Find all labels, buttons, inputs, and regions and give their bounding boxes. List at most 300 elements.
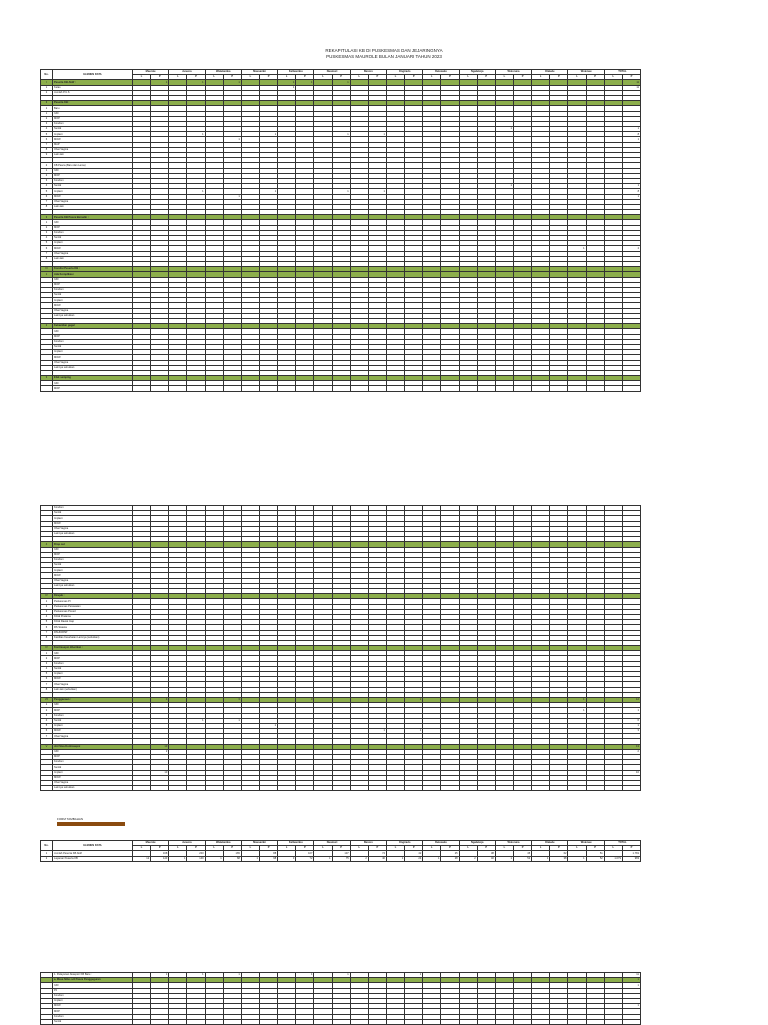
data-cell: 1 [260, 189, 278, 194]
col-l-header: L [314, 75, 332, 80]
row-label: Kondom [53, 993, 133, 998]
data-cell: 1 [278, 85, 296, 90]
row-number: 7 [41, 199, 53, 204]
recap-table-main [40, 69, 641, 392]
data-cell [205, 786, 223, 791]
row-label: Obat Vagina [53, 251, 133, 256]
row-label: Suntik [53, 666, 133, 671]
row-number: 1 [41, 85, 53, 90]
data-cell: 165 [223, 851, 241, 856]
data-cell [350, 786, 368, 791]
row-label: MOP [53, 1009, 133, 1014]
data-cell: 168 [151, 851, 169, 856]
row-label: Lain-lain [53, 204, 133, 209]
row-label: a. Masa Nifas s/d Pasca Pengguguran [53, 978, 133, 983]
data-cell [423, 386, 441, 391]
row-label: Implant [53, 723, 133, 728]
data-cell [278, 786, 296, 791]
row-label: Kehamilan gagal [53, 324, 133, 329]
data-cell: 1 [568, 697, 586, 702]
row-label: RS Swasta [53, 625, 133, 630]
data-cell [568, 386, 586, 391]
row-number: 8 [41, 147, 53, 152]
row-label: Pil [53, 988, 133, 993]
row-number: 1 [41, 168, 53, 173]
row-label: MOP [53, 116, 133, 121]
col-village-header: Ranoro [350, 841, 386, 846]
total-p-cell: 1 [622, 723, 640, 728]
data-cell: 149 [187, 856, 205, 861]
row-label: Implant [53, 132, 133, 137]
data-cell: 24 [405, 856, 423, 861]
col-p-header: P [151, 846, 169, 851]
row-number: 1 [41, 651, 53, 656]
data-cell: 1 [332, 973, 350, 978]
row-number: 5 [41, 241, 53, 246]
total-l-cell [604, 786, 622, 791]
col-l-header: L [568, 846, 586, 851]
col-village-header: Maurole [133, 841, 169, 846]
data-cell: 51 [586, 851, 604, 856]
data-cell: 1 [332, 80, 350, 85]
row-label: Lain-lain [53, 153, 133, 158]
total-p-cell: 3 [622, 729, 640, 734]
data-cell [332, 386, 350, 391]
col-l-header: L [133, 846, 151, 851]
data-cell: 1 [151, 80, 169, 85]
row-number: 7 [41, 682, 53, 687]
col-l-header: L [241, 75, 259, 80]
row-label: Suntik [53, 511, 133, 516]
data-cell: 4 [151, 697, 169, 702]
row-number: 5 [41, 189, 53, 194]
data-cell [586, 786, 604, 791]
row-label: Puskesmas Pl [53, 599, 133, 604]
col-l-header: L [459, 75, 477, 80]
row-number: 6 [41, 729, 53, 734]
data-cell: 1 [169, 856, 187, 861]
data-cell [459, 786, 477, 791]
col-p-header: P [586, 75, 604, 80]
table-row [41, 856, 641, 861]
col-p-header: P [586, 846, 604, 851]
data-cell [278, 386, 296, 391]
total-p-cell [622, 386, 640, 391]
row-label: Kondom [53, 121, 133, 126]
col-l-header: L [169, 846, 187, 851]
data-cell [368, 386, 386, 391]
col-p-header: P [441, 75, 459, 80]
col-l-header: L [495, 75, 513, 80]
data-cell: 1 [187, 132, 205, 137]
row-label: Klinik Pratama [53, 614, 133, 619]
total-p-cell: 1 [622, 1004, 640, 1009]
data-cell: 3 [296, 697, 314, 702]
col-l-header: L [205, 846, 223, 851]
row-label: KB Pasca (Baru dan Lama) [53, 163, 133, 168]
row-number: 7 [41, 251, 53, 256]
row-label: Kondom [53, 506, 133, 511]
col-p-header: P [514, 846, 532, 851]
data-cell [205, 386, 223, 391]
total-p-cell: 2 [622, 749, 640, 754]
col-l-header: L [241, 846, 259, 851]
data-cell: 1 [332, 132, 350, 137]
row-number: 1 [41, 599, 53, 604]
row-label: MOP [53, 755, 133, 760]
row-label: MOW [53, 355, 133, 360]
data-cell: 28 [441, 856, 459, 861]
col-village-header: TOTAL [604, 841, 640, 846]
row-label: Implant [53, 189, 133, 194]
row-number: 3 [41, 215, 53, 220]
total-p-cell: 1 [622, 184, 640, 189]
row-label: Implant [53, 770, 133, 775]
data-cell [169, 386, 187, 391]
data-cell: 74 [368, 851, 386, 856]
row-label: MOW [53, 246, 133, 251]
data-cell [568, 786, 586, 791]
data-cell: 1 [568, 708, 586, 713]
col-l-header: L [133, 75, 151, 80]
row-label: MOP [53, 173, 133, 178]
row-number: 1 [41, 703, 53, 708]
row-label: Peserta KB Pasca Bersalin : [53, 215, 133, 220]
row-label: MOP [53, 282, 133, 287]
total-p-cell: 8 [622, 189, 640, 194]
row-label: Implant [53, 350, 133, 355]
row-number: 6 [41, 194, 53, 199]
row-number: 1 [41, 220, 53, 225]
row-number: 9 [41, 153, 53, 158]
col-village-header: Detuwulu [423, 841, 459, 846]
col-p-header: P [441, 846, 459, 851]
data-cell: 10 [151, 770, 169, 775]
data-cell [386, 786, 404, 791]
col-l-header: L [532, 75, 550, 80]
recap-table-additional [40, 840, 641, 862]
data-cell [477, 386, 495, 391]
col-village-header: Nuamuri [314, 70, 350, 75]
data-cell [459, 386, 477, 391]
row-number: 8 [41, 687, 53, 692]
data-cell: 1 [296, 973, 314, 978]
col-p-header: P [477, 846, 495, 851]
row-label: Lainnya sebutkan [53, 786, 133, 791]
col-village-header: Ongirado [387, 70, 423, 75]
col-no-header: No. [41, 841, 53, 851]
data-cell: 25 [441, 851, 459, 856]
row-label: Obat Vagina [53, 734, 133, 739]
col-p-header: P [550, 846, 568, 851]
col-village-header: Ongirado [387, 841, 423, 846]
data-cell: 3 [223, 697, 241, 702]
col-p-header: P [260, 846, 278, 851]
row-number: I [41, 80, 53, 85]
data-cell [241, 786, 259, 791]
data-cell: 52 [586, 856, 604, 861]
total-p-cell: 11 [622, 973, 640, 978]
data-cell: 1 [495, 184, 513, 189]
row-label: Kondom [53, 230, 133, 235]
col-l-header: L [350, 75, 368, 80]
col-l-header: L [205, 75, 223, 80]
col-p-header: P [477, 75, 495, 80]
row-number: 2 [41, 324, 53, 329]
data-cell: 1 [368, 729, 386, 734]
row-label: MAP [53, 142, 133, 147]
col-village-header: Aewora [169, 70, 205, 75]
row-label: Pengganaan : [53, 697, 133, 702]
data-cell: 1 [187, 80, 205, 85]
table-row [41, 786, 641, 791]
data-cell: 1 [223, 137, 241, 142]
row-number [41, 386, 53, 391]
data-cell: 40 [477, 856, 495, 861]
data-cell [187, 786, 205, 791]
col-l-header: L [459, 846, 477, 851]
row-number: 3 [41, 661, 53, 666]
data-cell: 72 [296, 856, 314, 861]
row-number: 1 [41, 106, 53, 111]
row-label: RSUD/RSP [53, 630, 133, 635]
row-label: 1. Pelayanan Akseptor KB Baru : [53, 973, 133, 978]
row-label: Puskesmas Perawatan [53, 604, 133, 609]
row-label: IUD [53, 277, 133, 282]
table-row [41, 386, 641, 391]
col-village-header: Watukamba [205, 841, 241, 846]
col-p-header: P [296, 846, 314, 851]
data-cell [532, 386, 550, 391]
row-label: Lainnya sebutkan [53, 313, 133, 318]
row-number: 5 [41, 620, 53, 625]
row-label: Peserta KB : [53, 101, 133, 106]
col-village-header: Woloruna [495, 841, 531, 846]
row-label: MOP [53, 656, 133, 661]
total-p-cell: 1.781 [622, 851, 640, 856]
total-p-cell: 10 [622, 770, 640, 775]
row-label: MOW [53, 137, 133, 142]
data-cell [550, 786, 568, 791]
data-cell: 1 [368, 189, 386, 194]
data-cell [133, 386, 151, 391]
col-village-header: Mausambi [241, 841, 277, 846]
row-number: 7 [41, 734, 53, 739]
data-cell: 1 [223, 973, 241, 978]
col-element-header: ELEMEN DATA [53, 70, 133, 80]
col-p-header: P [514, 75, 532, 80]
row-label: MOP [53, 225, 133, 230]
row-label: MOW [53, 1004, 133, 1009]
col-p-header: P [332, 75, 350, 80]
row-label: MOW [53, 729, 133, 734]
data-cell [405, 386, 423, 391]
row-number: 4 [41, 666, 53, 671]
row-label: Baru [53, 106, 133, 111]
row-label: Jumlah P.U.S [53, 90, 133, 95]
col-l-header: L [495, 846, 513, 851]
data-cell [223, 786, 241, 791]
row-number: II [41, 101, 53, 106]
row-label: Kondom [53, 287, 133, 292]
data-cell [586, 386, 604, 391]
data-cell: 1 [495, 127, 513, 132]
col-p-header: P [405, 846, 423, 851]
total-p-cell: 2 [622, 246, 640, 251]
col-l-header: L [314, 846, 332, 851]
total-p-cell: 11 [622, 85, 640, 90]
row-number: 6 [41, 246, 53, 251]
row-number: 1 [41, 272, 53, 277]
row-label: MOP [53, 552, 133, 557]
row-label: IUD [53, 703, 133, 708]
row-label: MOP [53, 708, 133, 713]
row-number: 2 [41, 656, 53, 661]
row-number: 2 [41, 173, 53, 178]
data-cell: 38 [477, 851, 495, 856]
data-cell: 107 [296, 851, 314, 856]
row-number: 3 [41, 376, 53, 381]
row-label: IUD [53, 651, 133, 656]
row-label: Implant [53, 516, 133, 521]
row-label: Obat Vagina [53, 308, 133, 313]
row-label: Layanan Peserta KB [53, 856, 133, 861]
col-p-header: P [622, 846, 640, 851]
data-cell [495, 786, 513, 791]
data-cell [441, 386, 459, 391]
col-l-header: L [604, 846, 622, 851]
row-label: Lain-lain (sebutkan) [53, 687, 133, 692]
row-label: MOW [53, 775, 133, 780]
row-label: Obat Vagina [53, 578, 133, 583]
data-cell: 1 [151, 973, 169, 978]
data-cell: 1 [223, 194, 241, 199]
row-number: 4 [41, 127, 53, 132]
row-label: MOW [53, 521, 133, 526]
row-number: 3 [41, 230, 53, 235]
row-number: 2 [41, 163, 53, 168]
col-element-header: ELEMEN DATA [53, 841, 133, 851]
data-cell: 68 [223, 856, 241, 861]
row-label: IUD [53, 547, 133, 552]
row-label: Kelas [53, 85, 133, 90]
data-cell [332, 786, 350, 791]
recap-table-services [40, 972, 641, 1025]
data-cell: 1 [187, 973, 205, 978]
col-village-header: Nuamuri [314, 841, 350, 846]
total-p-cell: 1 [622, 983, 640, 988]
data-cell [405, 786, 423, 791]
col-p-header: P [405, 75, 423, 80]
row-number: 5 [41, 132, 53, 137]
row-number: 4 [41, 184, 53, 189]
data-cell: 1 [223, 80, 241, 85]
data-cell: 12 [133, 856, 151, 861]
data-cell: 1 [568, 246, 586, 251]
row-label: Suntik [53, 765, 133, 770]
total-p-cell: 11 [622, 80, 640, 85]
col-village-header: Keliwumbu [278, 70, 314, 75]
col-village-header: TOTAL [604, 70, 640, 75]
data-cell [296, 386, 314, 391]
col-village-header: Watukamba [205, 70, 241, 75]
row-label: Suntik [53, 127, 133, 132]
row-label: Obat Vagina [53, 360, 133, 365]
row-label: Kontrasepsi diberikan : [53, 646, 133, 651]
col-l-header: L [423, 75, 441, 80]
row-label: IUD [53, 220, 133, 225]
data-cell [133, 786, 151, 791]
data-cell [368, 786, 386, 791]
col-village-header: Keliwumbu [278, 841, 314, 846]
data-cell: 1 [314, 856, 332, 861]
row-label: Dirujuk : [53, 594, 133, 599]
col-p-header: P [151, 75, 169, 80]
col-village-header: Wolenau [568, 841, 604, 846]
data-cell: 1 [568, 856, 586, 861]
data-cell [296, 786, 314, 791]
row-label: Suntik [53, 344, 133, 349]
row-label: Implant [53, 672, 133, 677]
row-number: 3 [41, 713, 53, 718]
row-number: IV [41, 594, 53, 599]
row-label: Lainnya sebutkan [53, 583, 133, 588]
row-label: Lain-lain [53, 256, 133, 261]
col-village-header: Wolenau [568, 70, 604, 75]
row-number: IV [41, 646, 53, 651]
col-p-header: P [223, 846, 241, 851]
row-label: Jml Sisa Kontrasepsi [53, 744, 133, 749]
row-label: Kondom [53, 713, 133, 718]
data-cell [260, 386, 278, 391]
row-number: 7 [41, 630, 53, 635]
row-number: 2 [41, 708, 53, 713]
data-cell [350, 386, 368, 391]
col-village-header: Detuwulu [423, 70, 459, 75]
col-l-header: L [278, 846, 296, 851]
data-cell [259, 786, 277, 791]
row-label: MOW [53, 194, 133, 199]
col-p-header: P [187, 75, 205, 80]
row-label: Drop out [53, 542, 133, 547]
row-label: Obat Vagina [53, 682, 133, 687]
data-cell: 1 [259, 723, 277, 728]
row-number: 8 [41, 256, 53, 261]
row-number: 2 [41, 90, 53, 95]
row-label: Kondom [53, 1014, 133, 1019]
total-p-cell: 12 [622, 697, 640, 702]
data-cell: 42 [405, 851, 423, 856]
col-l-header: L [278, 75, 296, 80]
col-village-header: Otalede [532, 70, 568, 75]
col-village-header: Aewora [169, 841, 205, 846]
row-number: 8 [41, 204, 53, 209]
row-label: IUD [53, 111, 133, 116]
data-cell: 1 [296, 80, 314, 85]
data-cell [423, 786, 441, 791]
row-label: Kondom [53, 557, 133, 562]
data-cell: 1 [423, 856, 441, 861]
row-label: IUD [53, 983, 133, 988]
row-label: IUD [53, 749, 133, 754]
row-label: Implant [53, 241, 133, 246]
data-cell [223, 386, 241, 391]
data-cell: 1 [187, 189, 205, 194]
row-label: Efek samping [53, 376, 133, 381]
row-number: 2 [41, 116, 53, 121]
row-number: 6 [41, 677, 53, 682]
row-number: 1 [41, 111, 53, 116]
